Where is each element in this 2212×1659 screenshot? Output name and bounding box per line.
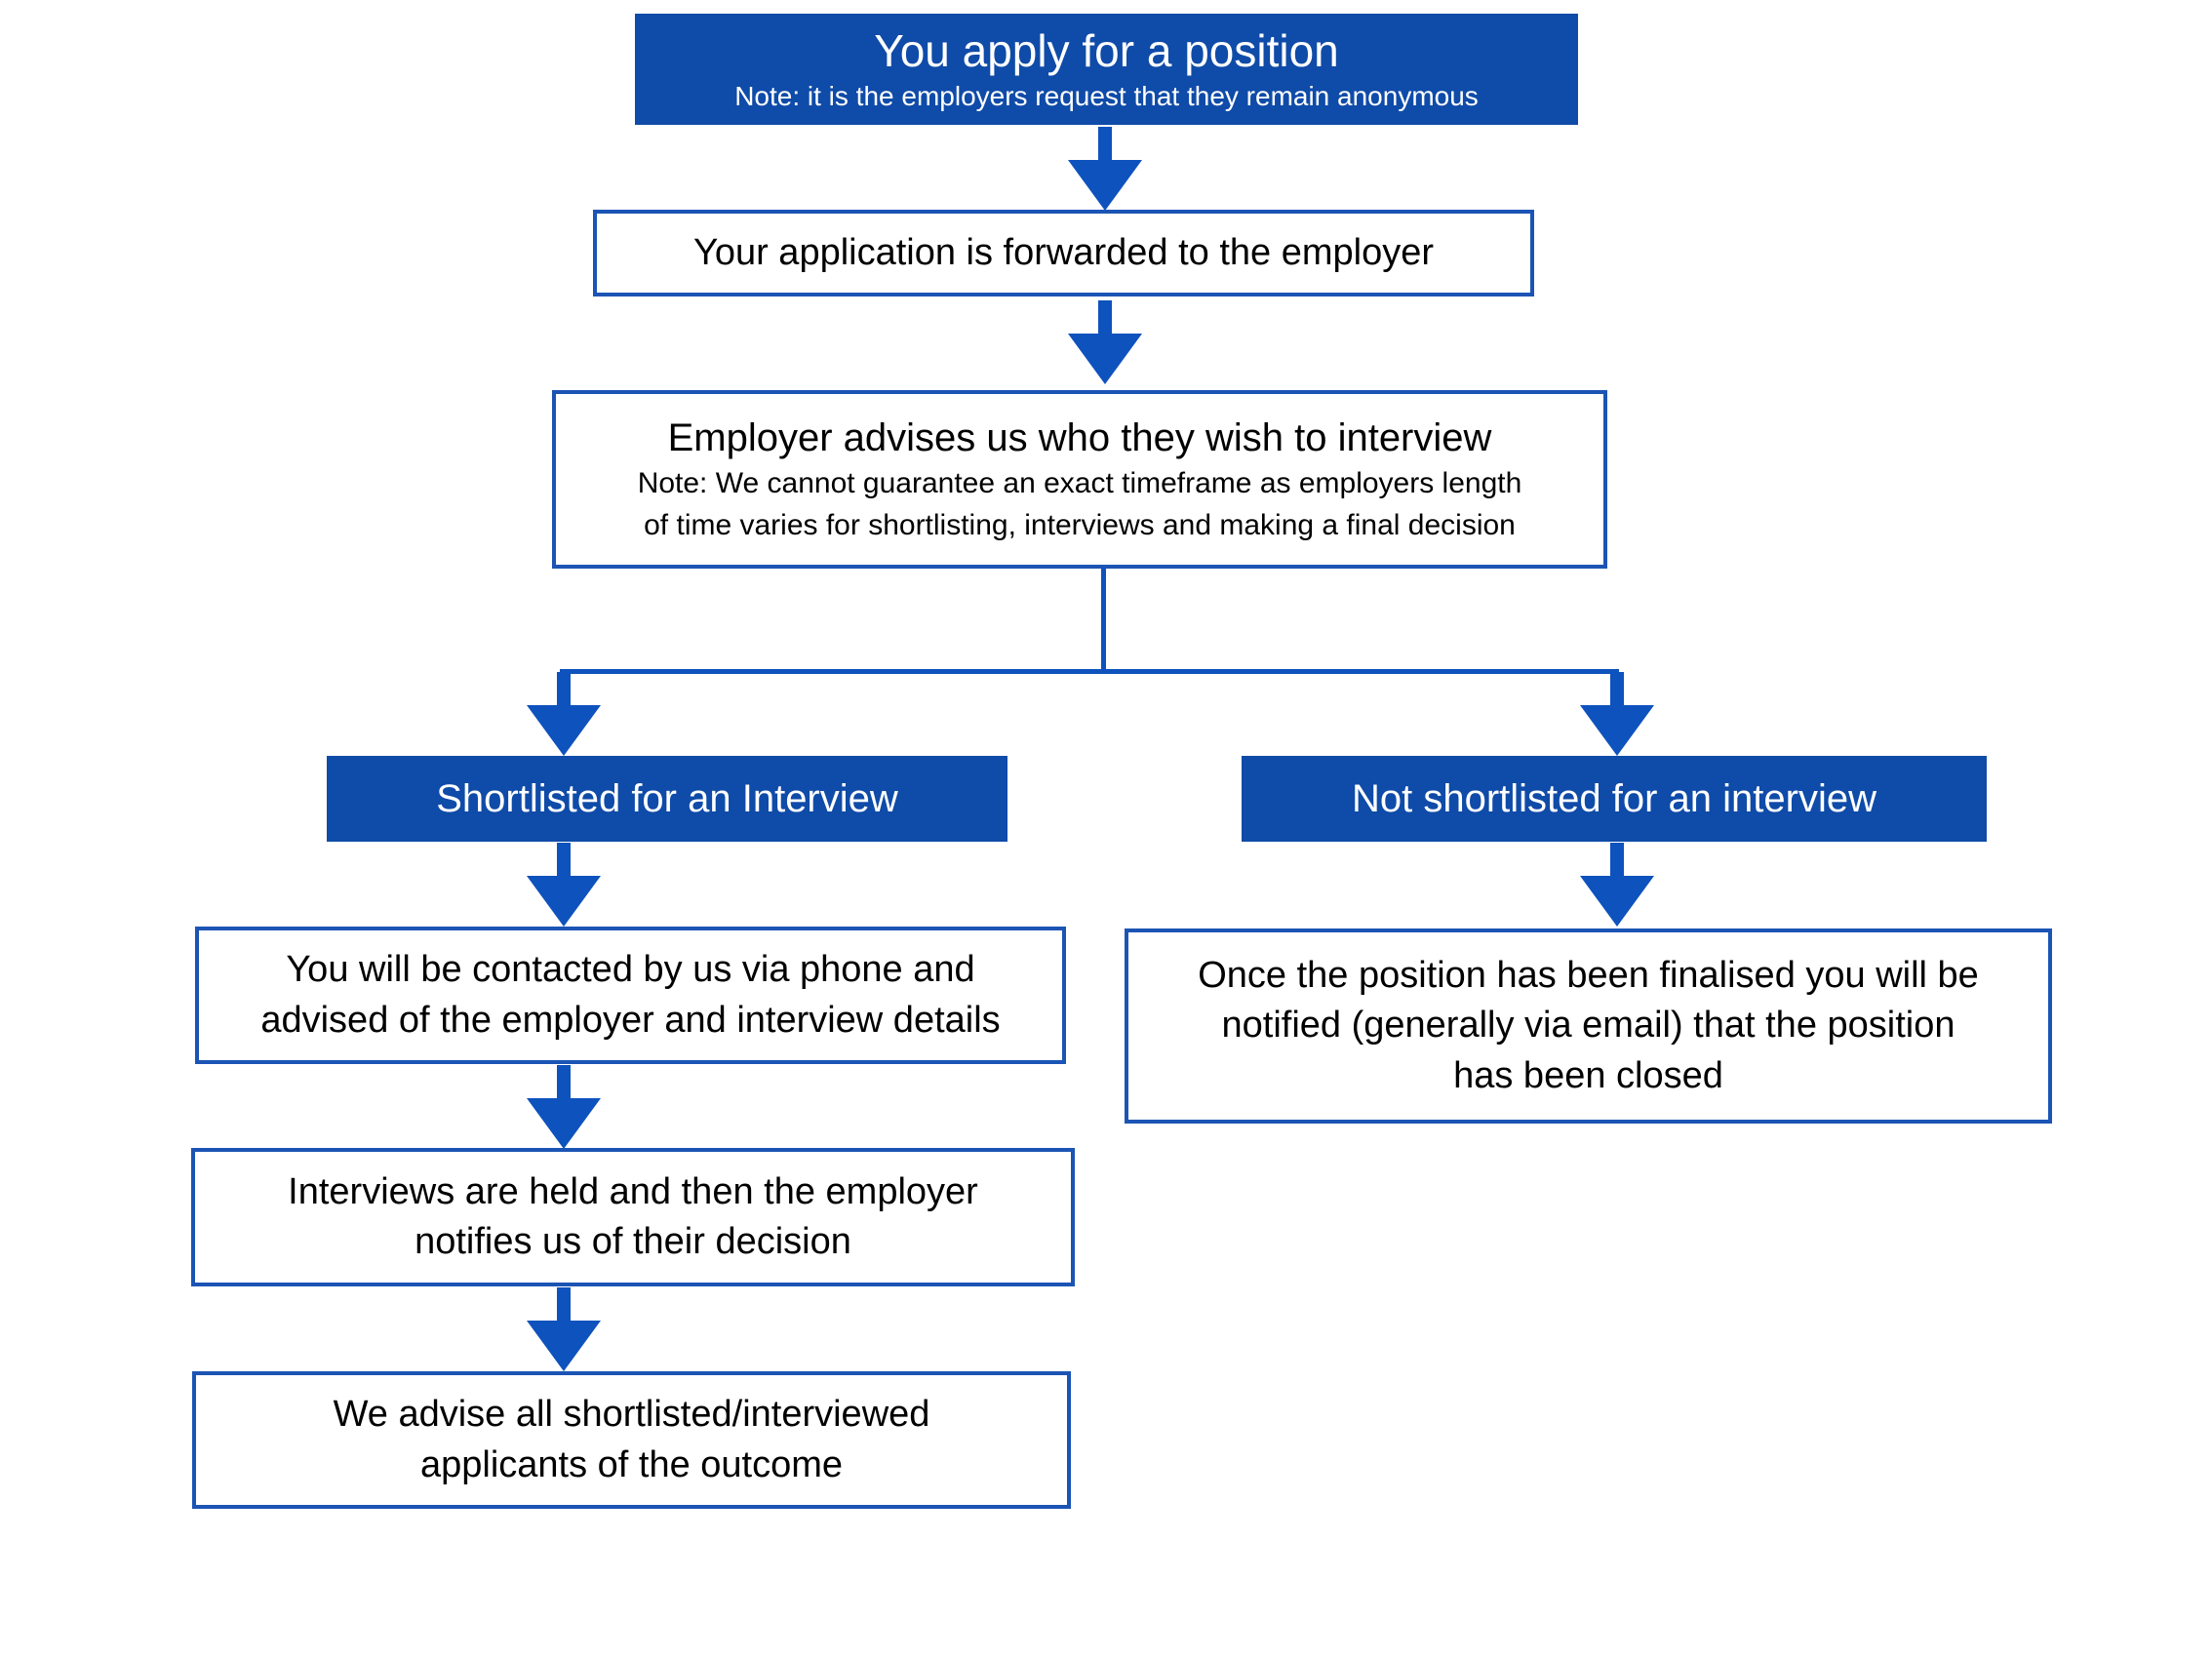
text-line: Once the position has been finalised you will be xyxy=(1198,955,1979,997)
text-line: notifies us of their decision xyxy=(415,1221,851,1262)
text-line: notified (generally via email) that the position xyxy=(1221,1005,1955,1047)
arrow-head xyxy=(1580,876,1654,927)
node-not-shortlisted xyxy=(1242,756,1987,842)
split-connector-horizontal-line xyxy=(560,669,1619,674)
node-advise-outcome xyxy=(192,1371,1071,1509)
arrow-head xyxy=(527,1321,601,1371)
node-apply-note: Note: it is the employers request that they remain anonymous xyxy=(734,81,1479,112)
text-line: applicants of the outcome xyxy=(419,1443,844,1485)
arrow-down-icon xyxy=(527,843,601,927)
text-line: Interviews are held and then the employer xyxy=(288,1170,978,1212)
arrow-stem xyxy=(1098,300,1112,334)
node-position-closed-text xyxy=(1198,951,1979,1101)
node-employer-advises xyxy=(552,390,1607,569)
node-shortlisted-text: Shortlisted for an Interview xyxy=(436,777,898,820)
arrow-head xyxy=(527,705,601,756)
split-connector-vertical-line xyxy=(1101,569,1106,671)
text-line: has been closed xyxy=(1453,1054,1723,1096)
node-not-shortlisted-text: Not shortlisted for an interview xyxy=(1351,777,1876,820)
arrow-head xyxy=(527,1098,601,1149)
arrow-stem xyxy=(557,672,571,705)
arrow-stem xyxy=(557,1287,571,1321)
arrow-stem xyxy=(1610,672,1624,705)
arrow-head xyxy=(1068,160,1142,211)
arrow-down-icon xyxy=(1068,127,1142,211)
arrow-down-icon xyxy=(1580,672,1654,756)
node-advise-outcome-text xyxy=(334,1390,930,1490)
node-contacted xyxy=(195,927,1066,1064)
node-interviews-held xyxy=(191,1148,1075,1286)
note-line: of time varies for shortlisting, interviews and making a final decision xyxy=(644,508,1516,541)
node-forwarded-text: Your application is forwarded to the employer xyxy=(692,231,1435,273)
node-contacted-text xyxy=(260,945,1000,1046)
node-position-closed xyxy=(1125,928,2052,1124)
arrow-down-icon xyxy=(527,672,601,756)
node-interviews-held-text xyxy=(288,1167,978,1268)
node-shortlisted xyxy=(327,756,1007,842)
arrow-stem xyxy=(1098,127,1112,160)
arrow-stem xyxy=(557,1065,571,1098)
arrow-stem xyxy=(1610,843,1624,876)
node-employer-advises-note xyxy=(638,463,1522,546)
arrow-down-icon xyxy=(1580,843,1654,927)
note-line: Note: We cannot guarantee an exact timeframe as employers length xyxy=(637,466,1522,499)
node-apply xyxy=(635,14,1578,125)
arrow-down-icon xyxy=(527,1065,601,1149)
text-line: You will be contacted by us via phone and xyxy=(286,949,975,991)
arrow-down-icon xyxy=(1068,300,1142,384)
text-line: We advise all shortlisted/interviewed xyxy=(333,1394,930,1436)
arrow-down-icon xyxy=(527,1287,601,1371)
node-forwarded xyxy=(593,210,1534,296)
arrow-head xyxy=(1068,334,1142,384)
text-line: advised of the employer and interview details xyxy=(260,999,1001,1041)
node-employer-advises-title: Employer advises us who they wish to interview xyxy=(667,415,1492,459)
arrow-head xyxy=(1580,705,1654,756)
arrow-head xyxy=(527,876,601,927)
arrow-stem xyxy=(557,843,571,876)
node-apply-title: You apply for a position xyxy=(874,25,1339,77)
